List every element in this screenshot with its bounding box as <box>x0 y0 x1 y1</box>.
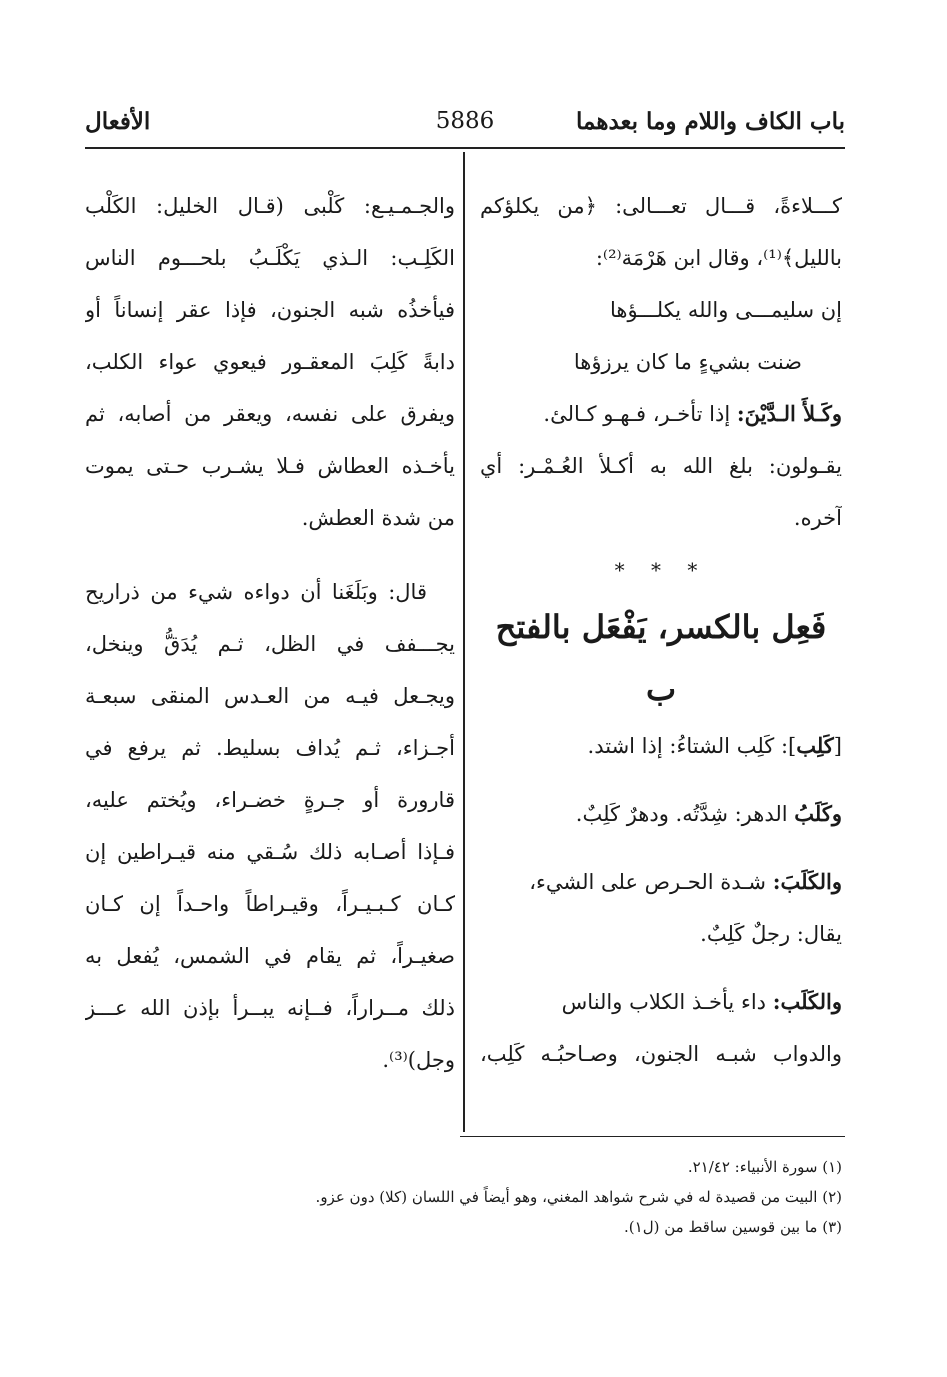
text-line: كـــلاءةً، قـــال تعـــالى: ﴿من يكلؤكم <box>480 194 842 218</box>
footnote: (١) سورة الأنبياء: ٢١/٤٢. <box>687 1158 842 1176</box>
text-line: آخره. <box>793 506 842 530</box>
text-line: يأخـذه العطاش فـلا يشـرب حـتى يموت <box>85 454 455 478</box>
text-line: كـان كـبـيـراً، وقيـراطاً واحـداً إن كـان <box>85 892 455 916</box>
entry-kalab-dahr <box>480 788 842 840</box>
entry-term: وكَـلأَ الـدَّيْنَ: <box>736 401 842 426</box>
entry-term: كَلِب <box>796 733 834 758</box>
entry-text: ]: كَلِب الشتاءُ: إذا اشتد. <box>587 734 797 758</box>
footnote: (٣) ما بين قوسين ساقط من (ل١). <box>624 1218 842 1236</box>
page-header <box>85 108 845 148</box>
text-line: الكَلِـب: الـذي يَكْلَـبُ بلحـــوم الناس <box>85 246 455 270</box>
entry-kala-dayn <box>480 388 842 440</box>
page-number: 5886 <box>435 108 495 134</box>
text-line: يجـــفف في الظل، ثـم يُدَقُّ وينخل، <box>85 632 455 656</box>
text-line: يقـولون: بلغ الله به أكـلأ العُـمْـر: أي <box>480 454 842 478</box>
verse-line-2: ضنت بشيءٍ ما كان يرزؤها <box>573 350 802 374</box>
text-line: والدواب شبـه الجنون، وصـاحبُـه كَلِب، <box>480 1042 842 1066</box>
text-line: قال: وبَلَغَنا أن دواءه شيء من ذراريح <box>85 580 427 604</box>
footnote: (٢) البيت من قصيدة له في شرح شواهد المغني، وهو أيضاً في اللسان (كلا) دون عزو. <box>315 1188 842 1206</box>
footnotes <box>180 1152 842 1242</box>
text-line: بالليل﴾⁽¹⁾، وقال ابن هَرْمَة⁽²⁾: <box>595 246 842 270</box>
text-line: دابةً كَلِبَ المعقـور فيعوي عواء الكلب، <box>85 350 455 374</box>
footnote-rule <box>460 1136 845 1137</box>
right-column <box>480 180 842 1080</box>
entry-term: وكَلَبُ <box>794 801 842 826</box>
text-line: ويجـعل فيـه من العـدس المنقى سبعـة <box>85 684 455 708</box>
text-line: يقال: رجلٌ كَلِبٌ. <box>700 922 842 946</box>
column-divider <box>463 152 465 1132</box>
text-line: ويفرق على نفسه، ويعقر من أصابه، ثم <box>85 402 455 426</box>
header-rule <box>85 147 845 149</box>
entry-term: والكَلَب: <box>772 989 842 1014</box>
text-line: قارورة أو جـرةٍ خضـراء، ويُختم عليه، <box>85 788 455 812</box>
text-line: من شدة العطش. <box>301 506 455 530</box>
text-line: أجـزاء، ثـم يُداف بسليط. ثم يرفع في <box>85 736 455 760</box>
text-line: فيأخذُه شبه الجنون، فإذا عقر إنساناً أو <box>85 298 455 322</box>
entry-text: داء يأخـذ الكلاب والناس <box>561 990 773 1014</box>
text-line: والجـمـيـع: كَلْبى (قـال الخليل: الكَلْب <box>85 194 455 218</box>
section-title: فَعِل بالكسر، يَفْعَل بالفتح <box>495 608 827 646</box>
entry-text: إذا تأخـر، فـهـو كـالئ. <box>543 402 737 426</box>
section-header: الأفعال <box>85 108 151 135</box>
entry-kalib <box>480 720 842 772</box>
chapter-title: باب الكاف واللام وما بعدهما <box>576 108 845 135</box>
entry-text: الدهر: شِدَّتُه. ودهرٌ كَلِبٌ. <box>575 802 795 826</box>
text-line: فـإذا أصـابه ذلك سُـقي منه قيـراطين إن <box>85 840 455 864</box>
text-line: صغيـراً، ثم يقام في الشمس، يُفعل به <box>85 944 455 968</box>
text-line: ذلك مــراراً، فــإنه يبــرأ بإذن الله عـــز <box>85 996 455 1020</box>
left-column <box>85 180 455 1086</box>
entry-kalab <box>480 856 842 908</box>
entry-term: والكَلَبَ: <box>772 869 842 894</box>
entry-text: شـدة الحـرص على الشيء، <box>529 870 773 894</box>
entry-kalab-disease <box>480 976 842 1028</box>
text-line: وجل)⁽³⁾. <box>382 1048 455 1072</box>
bracket-open: [ <box>833 734 842 758</box>
section-separator: * * * <box>614 558 708 582</box>
verse-line-1: إن سليمـــى والله يكلـــؤها <box>609 298 842 322</box>
section-letter: ب <box>645 670 677 708</box>
